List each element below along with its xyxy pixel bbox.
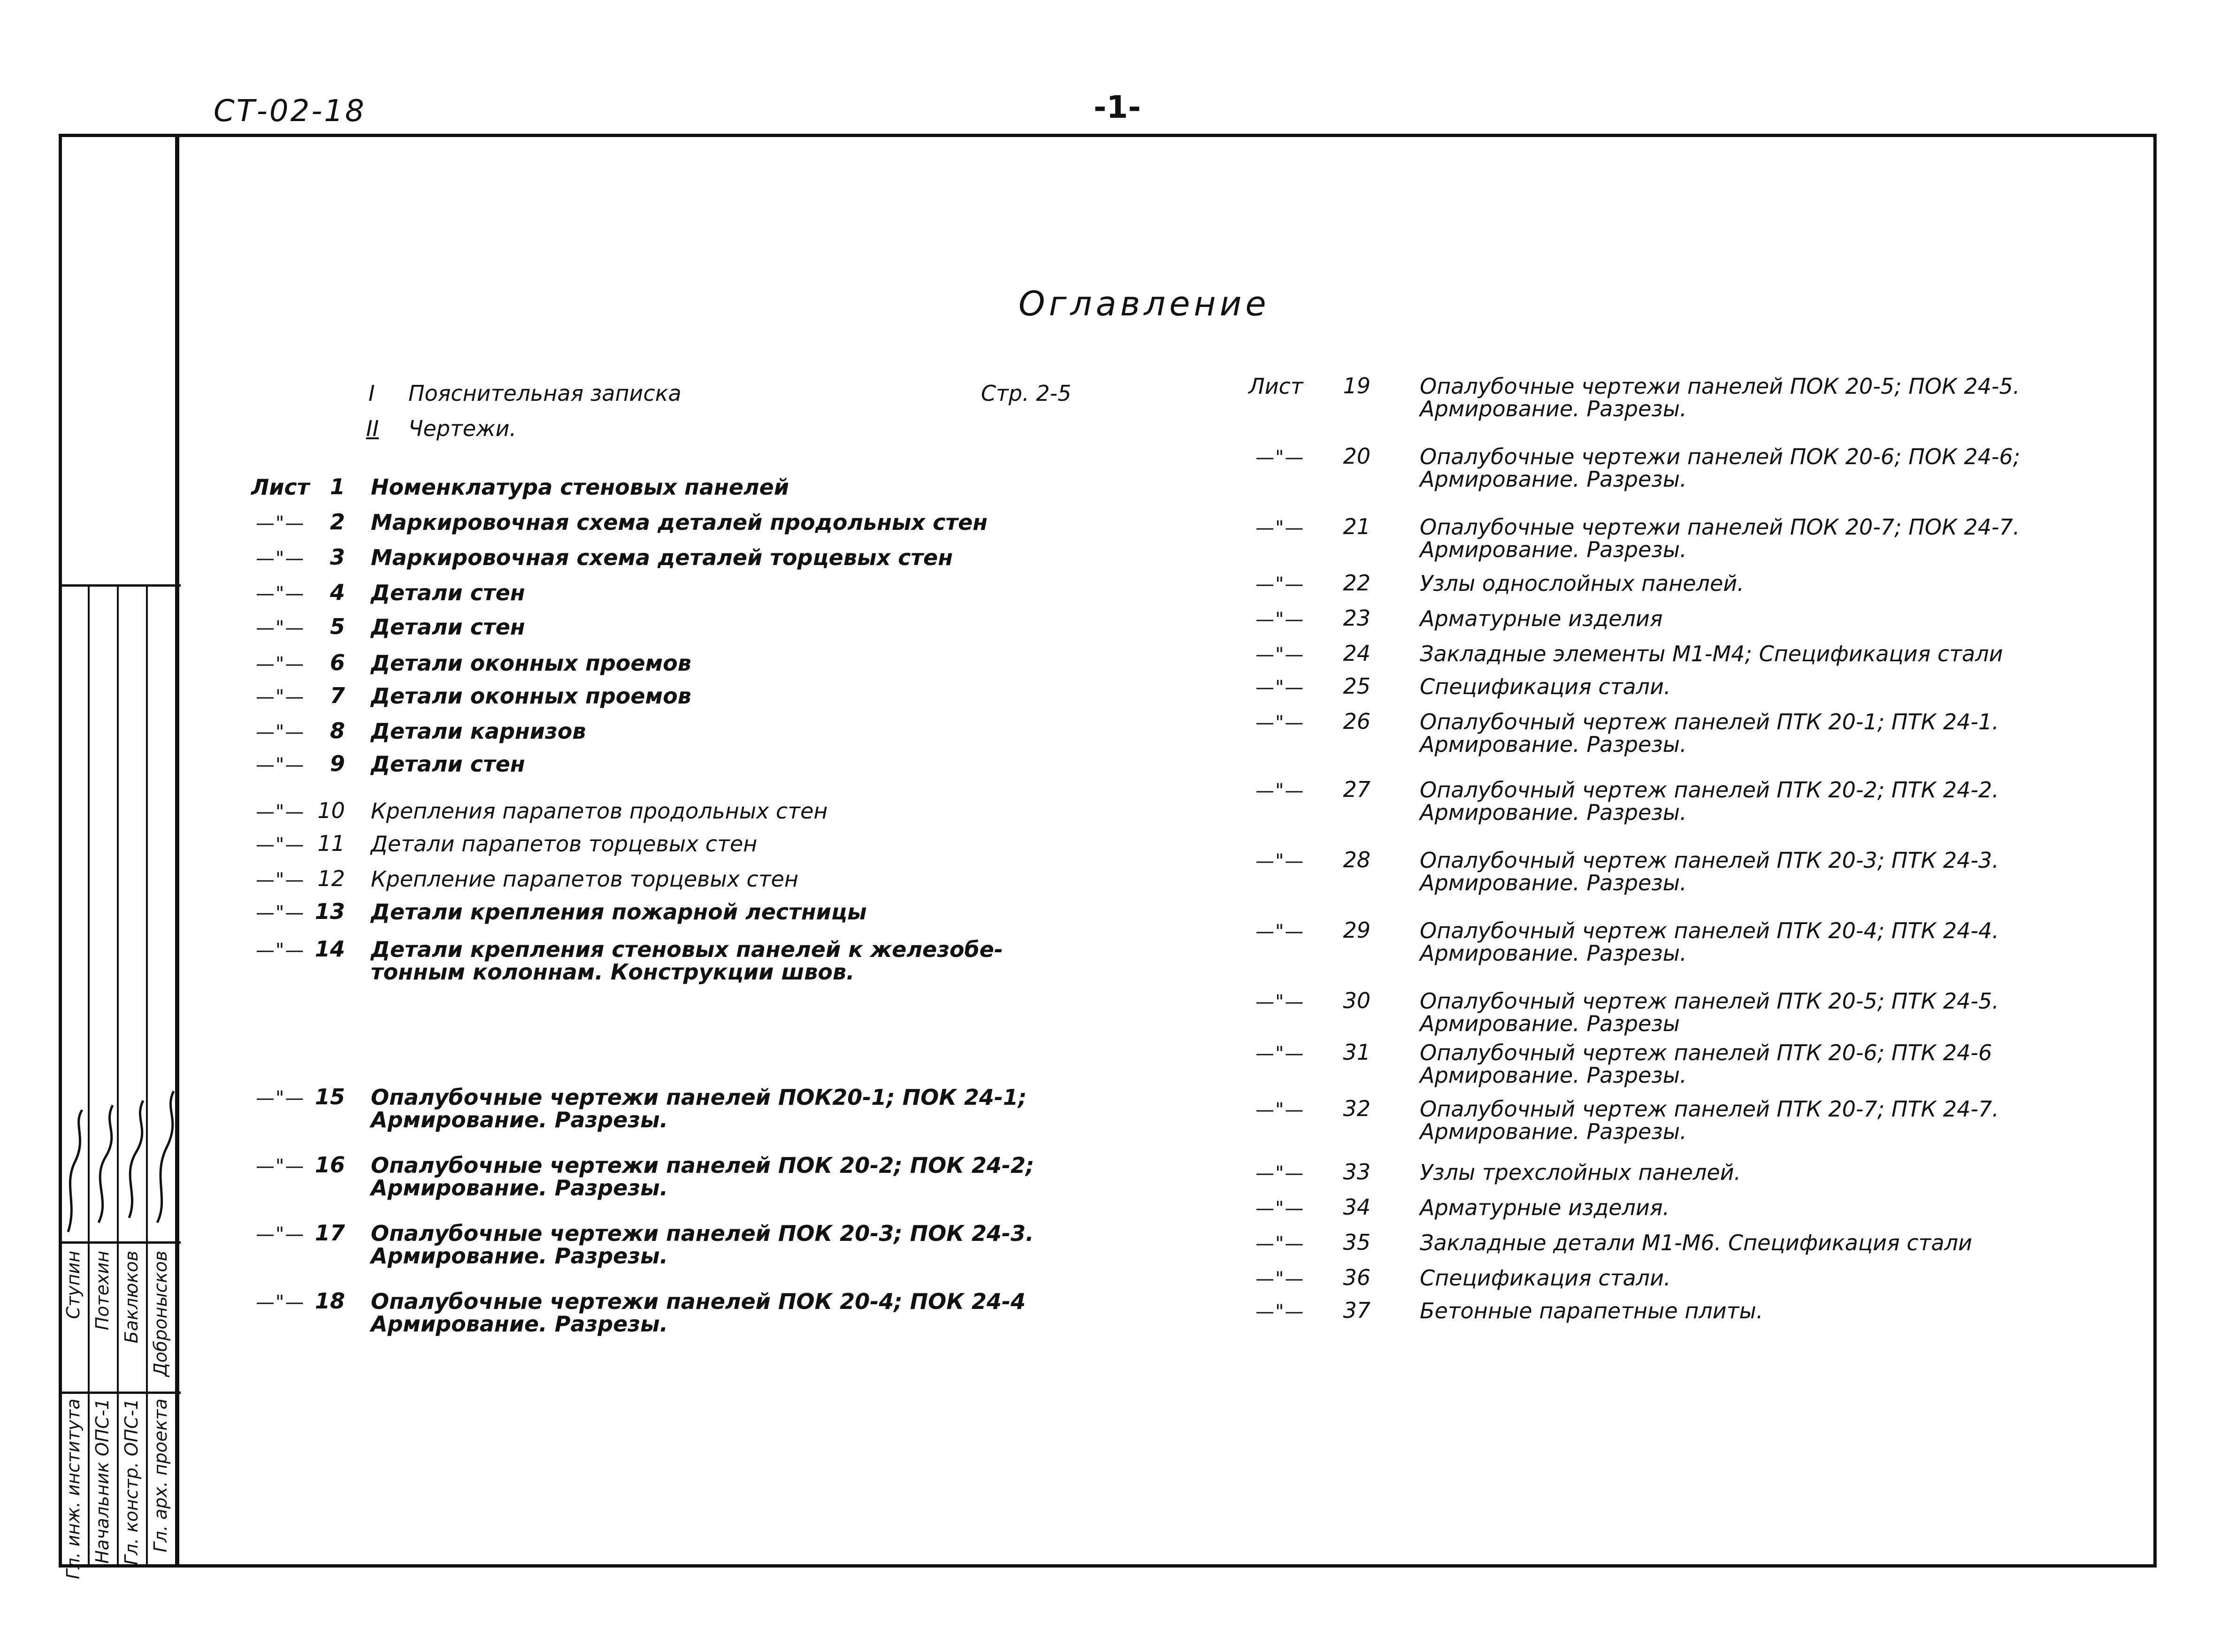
toc-entry-subtitle: Армирование. Разрезы. — [1420, 537, 1687, 562]
sheet-number: 33 — [1343, 1159, 1370, 1185]
sheet-number: 8 — [329, 718, 345, 743]
toc-entry-title: Опалубочные чертежи панелей ПОК 20-7; ПОК 24-7. — [1420, 514, 2020, 540]
sheet-number: 12 — [317, 866, 345, 891]
stamp-name: Ступин — [63, 1251, 84, 1319]
toc-entry-subtitle: тонным колоннам. Конструкции швов. — [371, 959, 855, 985]
toc-entry-subtitle: Армирование. Разрезы. — [1420, 941, 1687, 966]
intro-item-pages: Стр. 2-5 — [981, 381, 1072, 406]
ditto-mark: —"— — [1256, 1099, 1305, 1121]
stamp-signature-line — [59, 1241, 181, 1244]
stamp-name: Потехин — [92, 1251, 113, 1331]
toc-entry-title: Детали оконных проемов — [371, 650, 691, 676]
toc-entry-title: Детали стен — [371, 580, 525, 605]
ditto-mark: —"— — [256, 686, 305, 708]
stamp-name-line — [59, 1392, 181, 1394]
intro-item-number: II — [366, 416, 379, 441]
ditto-mark: —"— — [256, 1224, 305, 1245]
sheet-number: 21 — [1343, 514, 1370, 539]
sheet-number: 9 — [329, 751, 345, 776]
toc-entry-subtitle: Армирование. Разрезы. — [1420, 396, 1687, 421]
toc-entry-subtitle: Армирование. Разрезы. — [371, 1107, 668, 1132]
sheet-number: 7 — [329, 683, 345, 708]
toc-entry-title: Опалубочный чертеж панелей ПТК 20-7; ПТК 24-7. — [1420, 1096, 1999, 1122]
toc-entry-title: Опалубочные чертежи панелей ПОК 20-6; ПОК 24-6; — [1420, 444, 2021, 469]
ditto-mark: —"— — [256, 617, 305, 639]
ditto-mark: —"— — [1256, 517, 1305, 539]
title-block — [59, 584, 181, 1579]
ditto-mark: —"— — [256, 940, 305, 961]
ditto-mark: —"— — [256, 754, 305, 776]
sheet-number: 17 — [314, 1220, 345, 1246]
toc-entry-title: Детали карнизов — [371, 719, 586, 744]
sheet-number: 11 — [317, 831, 345, 856]
ditto-mark: —"— — [1256, 1163, 1305, 1184]
toc-entry-subtitle: Армирование. Разрезы. — [1420, 1119, 1687, 1144]
toc-entry-subtitle: Армирование. Разрезы. — [1420, 800, 1687, 825]
sheet-number: 20 — [1343, 444, 1370, 469]
ditto-mark: —"— — [1256, 991, 1305, 1013]
sheet-number: 35 — [1343, 1230, 1370, 1255]
ditto-mark: —"— — [1256, 921, 1305, 942]
sheet-number: 4 — [329, 580, 345, 605]
toc-entry-title: Детали оконных проемов — [371, 683, 691, 709]
toc-entry-title: Спецификация стали. — [1420, 674, 1671, 699]
ditto-mark: —"— — [256, 1155, 305, 1177]
sheet-number: 29 — [1343, 918, 1370, 943]
toc-entry-title: Номенклатура стеновых панелей — [371, 474, 789, 500]
ditto-mark: —"— — [1256, 780, 1305, 802]
toc-entry-subtitle: Армирование. Разрезы. — [371, 1243, 668, 1269]
toc-entry-title: Опалубочный чертеж панелей ПТК 20-3; ПТК 24-3. — [1420, 848, 1999, 873]
sheet-number: 34 — [1343, 1194, 1370, 1220]
ditto-mark: —"— — [1256, 447, 1305, 468]
stamp-role: Начальник ОПС-1 — [92, 1399, 113, 1564]
sheet-number: 24 — [1343, 641, 1370, 666]
toc-entry-title: Арматурные изделия. — [1420, 1195, 1670, 1220]
toc-entry-subtitle: Армирование. Разрезы — [1420, 1011, 1680, 1036]
toc-entry-title: Арматурные изделия — [1420, 606, 1663, 631]
ditto-mark: —"— — [256, 902, 305, 924]
toc-entry-title: Детали стен — [371, 614, 525, 640]
intro-item-number: I — [368, 381, 375, 406]
toc-entry-title: Узлы трехслойных панелей. — [1420, 1160, 1741, 1185]
sheet-number: 26 — [1343, 709, 1370, 734]
sheet-number: 14 — [314, 936, 345, 962]
toc-entry-title: Опалубочный чертеж панелей ПТК 20-1; ПТК 24-1. — [1420, 709, 1999, 734]
sheet-number: 6 — [329, 650, 345, 675]
toc-entry-title: Опалубочный чертеж панелей ПТК 20-2; ПТК 24-2. — [1420, 777, 1999, 803]
sheet-number: 13 — [314, 899, 345, 924]
ditto-mark: —"— — [1256, 712, 1305, 734]
ditto-mark: —"— — [1256, 1268, 1305, 1290]
ditto-mark: —"— — [1256, 850, 1305, 872]
ditto-mark: —"— — [256, 653, 305, 675]
intro-item-label: Чертежи. — [408, 416, 517, 441]
toc-entry-subtitle: Армирование. Разрезы. — [371, 1175, 668, 1201]
sheet-number: 19 — [1343, 373, 1370, 398]
ditto-mark: —"— — [1256, 1301, 1305, 1323]
toc-entry-title: Опалубочные чертежи панелей ПОК20-1; ПОК 24-1; — [371, 1085, 1027, 1110]
sheet-number: 15 — [314, 1084, 345, 1109]
sheet-number: 28 — [1343, 847, 1370, 872]
stamp-name: Баклюков — [121, 1251, 142, 1344]
toc-entry-title: Опалубочные чертежи панелей ПОК 20-5; ПОК 24-5. — [1420, 374, 2020, 399]
toc-entry-title: Опалубочный чертеж панелей ПТК 20-4; ПТК 24-4. — [1420, 918, 1999, 943]
toc-entry-title: Закладные детали М1-М6. Спецификация стали — [1420, 1230, 1972, 1255]
ditto-mark: —"— — [256, 1087, 305, 1109]
toc-entry-subtitle: Армирование. Разрезы. — [1420, 732, 1687, 757]
ditto-mark: —"— — [256, 1292, 305, 1313]
sheet-number: 10 — [317, 798, 345, 823]
toc-entry-title: Опалубочный чертеж панелей ПТК 20-5; ПТК 24-5. — [1420, 988, 1999, 1014]
ditto-mark: —"— — [1256, 1043, 1305, 1064]
stamp-role: Гл. арх. проекта — [150, 1399, 171, 1553]
toc-entry-title: Маркировочная схема деталей торцевых стен — [371, 545, 953, 570]
ditto-mark: —"— — [1256, 644, 1305, 665]
ditto-mark: —"— — [256, 512, 305, 534]
intro-item-label: Пояснительная записка — [408, 381, 681, 406]
ditto-mark: —"— — [256, 721, 305, 743]
ditto-mark: —"— — [256, 869, 305, 891]
sheet-number: 27 — [1343, 777, 1370, 802]
toc-entry-title: Детали крепления пожарной лестницы — [371, 899, 867, 925]
ditto-mark: —"— — [1256, 1198, 1305, 1219]
ditto-mark: —"— — [1256, 1233, 1305, 1254]
sheet-number: 22 — [1343, 570, 1370, 596]
stamp-role: Гл. констр. ОПС-1 — [121, 1399, 142, 1565]
ditto-mark: —"— — [1256, 677, 1305, 698]
stamp-top-line — [59, 584, 181, 587]
sheet-number: 23 — [1343, 605, 1370, 631]
sheet-number: 16 — [314, 1152, 345, 1178]
toc-entry-title: Детали стен — [371, 751, 525, 777]
sheet-number: 30 — [1343, 988, 1370, 1013]
toc-entry-subtitle: Армирование. Разрезы. — [1420, 870, 1687, 895]
stamp-name: Добронысков — [150, 1251, 171, 1377]
ditto-mark: —"— — [1256, 574, 1305, 595]
sheet-number: 1 — [329, 474, 345, 499]
toc-entry-subtitle: Армирование. Разрезы. — [1420, 467, 1687, 492]
toc-entry-title: Маркировочная схема деталей продольных стен — [371, 510, 988, 535]
toc-entry-title: Крепления парапетов продольных стен — [371, 798, 828, 824]
toc-entry-title: Спецификация стали. — [1420, 1265, 1671, 1291]
ditto-mark: —"— — [256, 548, 305, 569]
sheet-number: 31 — [1343, 1040, 1370, 1065]
toc-entry-title: Опалубочный чертеж панелей ПТК 20-6; ПТК 24-6 — [1420, 1040, 1992, 1065]
toc-entry-subtitle: Армирование. Разрезы. — [1420, 1063, 1687, 1088]
toc-entry-title: Закладные элементы М1-М4; Спецификация стали — [1420, 641, 2003, 666]
toc-entry-title: Узлы однослойных панелей. — [1420, 571, 1744, 596]
toc-entry-title: Крепление парапетов торцевых стен — [371, 866, 799, 892]
ditto-mark: —"— — [256, 834, 305, 856]
document-code: СТ-02-18 — [214, 94, 366, 129]
signatures-image — [59, 1082, 181, 1241]
toc-entry-title: Бетонные парапетные плиты. — [1420, 1298, 1763, 1323]
ditto-mark: —"— — [256, 801, 305, 823]
stamp-role: Гл. инж. института — [63, 1399, 84, 1579]
page-title: Оглавление — [1018, 284, 1270, 323]
sheet-number: 25 — [1343, 673, 1370, 699]
sheet-number: 2 — [329, 509, 345, 535]
toc-entry-title: Детали парапетов торцевых стен — [371, 831, 758, 857]
sheet-number: 37 — [1343, 1298, 1370, 1323]
sheet-number: 32 — [1343, 1096, 1370, 1121]
sheet-number: 36 — [1343, 1265, 1370, 1290]
sheet-number: 3 — [329, 544, 345, 570]
sheet-number: 18 — [314, 1288, 345, 1314]
sheet-label: Лист — [1248, 374, 1303, 399]
ditto-mark: —"— — [256, 583, 305, 604]
page-number: -1- — [1094, 89, 1141, 125]
toc-entry-title: Опалубочные чертежи панелей ПОК 20-3; ПОК 24-3. — [371, 1221, 1034, 1246]
toc-entry-title: Детали крепления стеновых панелей к железобе- — [371, 937, 1003, 962]
sheet-label: Лист — [251, 474, 310, 500]
ditto-mark: —"— — [1256, 609, 1305, 630]
toc-entry-title: Опалубочные чертежи панелей ПОК 20-4; ПОК 24-4 — [371, 1289, 1026, 1314]
sheet-number: 5 — [329, 614, 345, 639]
toc-entry-title: Опалубочные чертежи панелей ПОК 20-2; ПОК 24-2; — [371, 1153, 1034, 1178]
toc-entry-subtitle: Армирование. Разрезы. — [371, 1311, 668, 1337]
